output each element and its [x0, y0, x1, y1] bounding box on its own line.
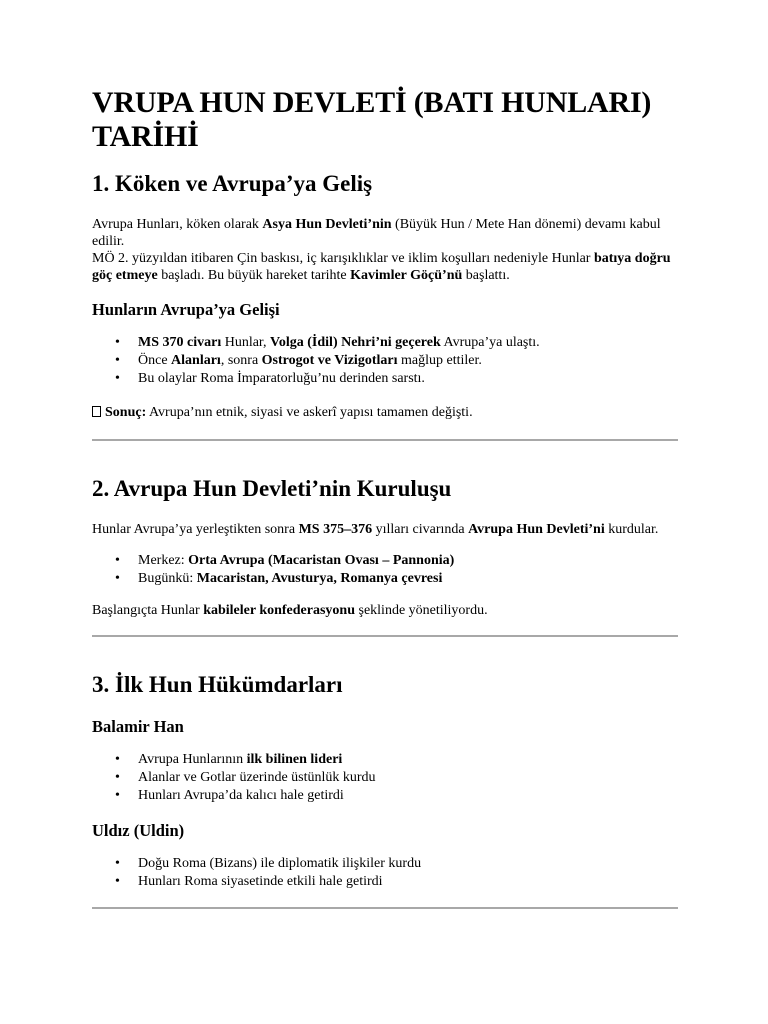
bold-text: kabileler konfederasyonu	[203, 603, 355, 618]
document-content	[92, 86, 678, 909]
text-run: Bu olaylar Roma İmparatorluğu’nu derinden sarstı.	[138, 371, 425, 386]
paragraph	[92, 216, 678, 250]
bold-text: MS 375–376	[298, 522, 373, 537]
text-run: Merkez:	[138, 553, 189, 568]
section-heading: 1. Köken ve Avrupa’ya Geliş	[92, 171, 373, 196]
list-item	[138, 570, 678, 588]
text-run: yılları civarında	[372, 522, 469, 537]
section-origin	[92, 170, 678, 441]
bullet-list	[92, 751, 678, 805]
paragraph	[92, 250, 678, 284]
text-run: Hunlar,	[221, 335, 271, 350]
result-note	[92, 404, 678, 421]
text-run: Alanlar ve Gotlar üzerinde üstünlük kurdu	[138, 770, 376, 785]
list-item	[138, 334, 678, 352]
note-icon	[92, 406, 101, 417]
text-run: Doğu Roma (Bizans) ile diplomatik ilişkiler kurdu	[138, 856, 422, 871]
note-label: Sonuç:	[105, 405, 147, 420]
list-item	[138, 769, 678, 787]
text-run: Avrupa’ya ulaştı.	[440, 335, 540, 350]
list-item	[138, 873, 678, 891]
bold-text: Orta Avrupa (Macaristan Ovası – Pannonia)	[188, 553, 455, 568]
text-run: Avrupa Hunlarının	[138, 752, 247, 767]
subsection-heading: Hunların Avrupa’ya Gelişi	[92, 300, 280, 319]
note-text: Avrupa’nın etnik, siyasi ve askerî yapısı tamamen değişti.	[146, 405, 473, 420]
text-run: Önce	[138, 353, 172, 368]
paragraph	[92, 521, 678, 538]
bold-text: Avrupa Hun Devleti’ni	[468, 522, 605, 537]
text-run: Hunları Avrupa’da kalıcı hale getirdi	[138, 788, 344, 803]
bold-text: Asya Hun Devleti’nin	[262, 217, 392, 232]
subsection-heading: Uldız (Uldin)	[92, 821, 185, 840]
text-run: Avrupa Hunları, köken olarak	[92, 217, 263, 232]
paragraph	[92, 602, 678, 619]
text-run: başladı. Bu büyük hareket tarihte	[157, 268, 351, 283]
text-run: başlattı.	[462, 268, 510, 283]
bold-text: Ostrogot ve Vizigotları	[261, 353, 398, 368]
bold-text: Alanları	[171, 353, 221, 368]
divider	[92, 907, 678, 909]
text-run: kurdular.	[604, 522, 659, 537]
bullet-list	[92, 855, 678, 891]
bullet-list	[92, 334, 678, 388]
text-run: mağlup ettiler.	[397, 353, 482, 368]
section-heading: 2. Avrupa Hun Devleti’nin Kuruluşu	[92, 476, 452, 501]
section-founding	[92, 475, 678, 637]
list-item	[138, 370, 678, 388]
text-run: şeklinde yönetiliyordu.	[355, 603, 488, 618]
list-item	[138, 352, 678, 370]
text-run: , sonra	[220, 353, 262, 368]
list-item	[138, 552, 678, 570]
document-title: VRUPA HUN DEVLETİ (BATI HUNLARI) TARİHİ	[92, 86, 652, 153]
bullet-list	[92, 552, 678, 588]
list-item	[138, 855, 678, 873]
bold-text: Kavimler Göçü’nü	[350, 268, 463, 283]
section-rulers	[92, 671, 678, 909]
text-run: Bugünkü:	[138, 571, 197, 586]
text-run: (Büyük Hun / Mete Han dönemi) devamı kabul edilir.	[92, 217, 661, 249]
list-item	[138, 751, 678, 769]
section-heading: 3. İlk Hun Hükümdarları	[92, 672, 343, 697]
text-run: Hunları Roma siyasetinde etkili hale getirdi	[138, 874, 383, 889]
bold-text: Macaristan, Avusturya, Romanya çevresi	[196, 571, 443, 586]
list-item	[138, 787, 678, 805]
bold-text: batıya doğru göç etmeye	[92, 251, 671, 283]
bold-text: ilk bilinen lideri	[246, 752, 343, 767]
subsection-heading: Balamir Han	[92, 717, 184, 736]
bold-text: MS 370 civarı	[138, 335, 222, 350]
text-run: Başlangıçta Hunlar	[92, 603, 204, 618]
text-run: MÖ 2. yüzyıldan itibaren Çin baskısı, iç karışıklıklar ve iklim koşulları nedeniyle Hunlar	[92, 251, 594, 266]
bold-text: Volga (İdil) Nehri’ni geçerek	[270, 335, 441, 350]
text-run: Hunlar Avrupa’ya yerleştikten sonra	[92, 522, 299, 537]
